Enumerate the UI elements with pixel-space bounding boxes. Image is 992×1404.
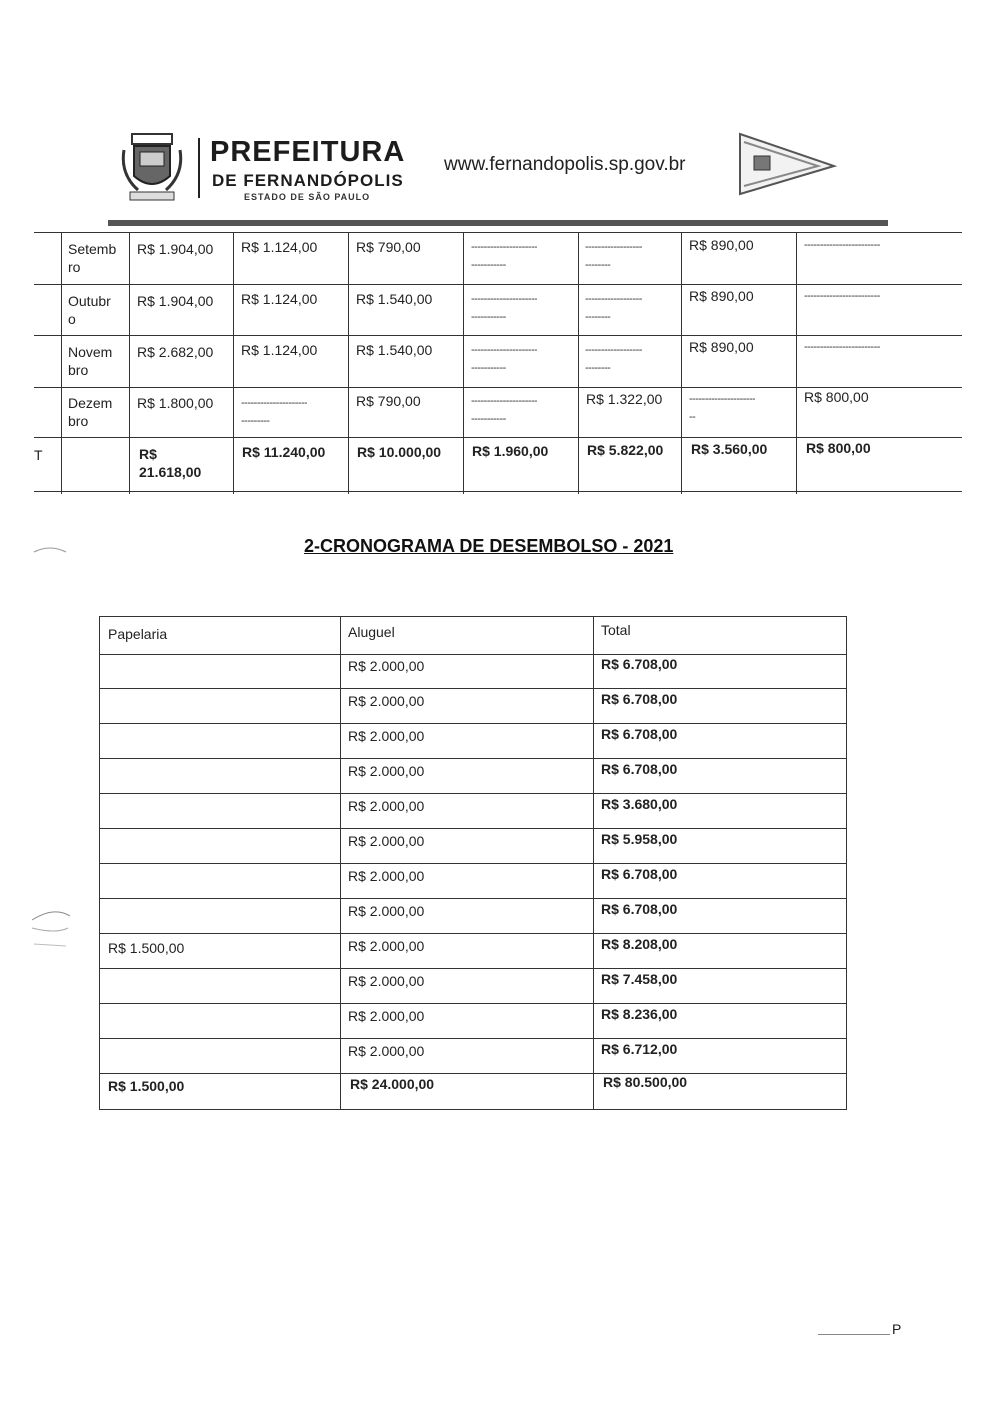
dash-cell: --------------------- ----------- [471,344,538,374]
coat-of-arms-icon [118,130,186,206]
table-cell: R$ 6.708,00 [601,901,678,917]
table-cell: R$ 6.708,00 [601,761,678,777]
dash-cell: --------------------- --------- [241,397,308,427]
dash-cell: ------------------------ [804,341,880,353]
month-cell: Novem bro [68,344,113,378]
table-cell: R$ 2.000,00 [348,693,425,709]
brand-subtitle: DE FERNANDÓPOLIS [212,171,404,190]
total-cell: R$ 800,00 [806,440,871,456]
column-header: Papelaria [108,626,168,642]
section-title: 2-CRONOGRAMA DE DESEMBOLSO - 2021 [304,536,674,556]
total-cell: R$ 24.000,00 [350,1076,435,1092]
table-cell: R$ 2.000,00 [348,763,425,779]
dash-cell: ------------------ -------- [585,241,642,271]
total-cell: R$ 1.500,00 [108,1078,185,1094]
table-cell: R$ 7.458,00 [601,971,678,987]
table-cell: R$ 2.000,00 [348,658,425,674]
table-cell: R$ 6.712,00 [601,1041,678,1057]
table-cell: R$ 6.708,00 [601,866,678,882]
month-cell: Setemb ro [68,241,117,275]
total-cell: R$ 11.240,00 [242,444,326,460]
header-rule [108,220,888,226]
total-label: T [34,447,43,463]
dash-cell: ------------------ -------- [585,344,642,374]
dash-cell: --------------------- ----------- [471,293,538,323]
scan-mark [26,906,76,950]
value-cell: R$ 1.124,00 [241,239,318,255]
column-header: Total [601,622,631,638]
month-cell: Outubr o [68,293,111,327]
dash-cell: --------------------- ----------- [471,241,538,271]
value-cell: R$ 2.682,00 [137,344,214,360]
total-cell: R$ 21.618,00 [139,446,202,480]
table-cell: R$ 2.000,00 [348,728,425,744]
dash-cell: --------------------- -- [689,393,756,423]
value-cell: R$ 890,00 [689,288,754,304]
dash-cell: ------------------------ [804,290,880,302]
dash-cell: ------------------ -------- [585,293,642,323]
table-cell: R$ 6.708,00 [601,691,678,707]
website-url: www.fernandopolis.sp.gov.br [444,154,686,175]
column-header: Aluguel [348,624,395,640]
table-cell: R$ 2.000,00 [348,973,425,989]
table-cell: R$ 8.236,00 [601,1006,678,1022]
table-cell: R$ 3.680,00 [601,796,678,812]
page-initial: P [892,1321,902,1337]
table-cell: R$ 6.708,00 [601,726,678,742]
value-cell: R$ 1.800,00 [137,395,214,411]
value-cell: R$ 1.540,00 [356,291,433,307]
table-cell: R$ 8.208,00 [601,936,678,952]
total-cell: R$ 3.560,00 [691,441,768,457]
disbursement-schedule-table [99,616,847,1110]
value-cell: R$ 1.124,00 [241,291,318,307]
table-cell: R$ 5.958,00 [601,831,678,847]
table-cell: R$ 2.000,00 [348,938,425,954]
value-cell: R$ 1.540,00 [356,342,433,358]
dash-cell: ------------------------ [804,239,880,251]
value-cell: R$ 1.322,00 [586,391,663,407]
total-cell: R$ 5.822,00 [587,442,664,458]
letterhead [108,128,898,228]
signature-line [818,1334,890,1335]
total-cell: R$ 1.960,00 [472,443,549,459]
brand-state: ESTADO DE SÃO PAULO [244,192,371,202]
value-cell: R$ 1.904,00 [137,293,214,309]
table-cell: R$ 6.708,00 [601,656,678,672]
value-cell: R$ 1.124,00 [241,342,318,358]
table-cell: R$ 2.000,00 [348,1008,425,1024]
table-cell: R$ 1.500,00 [108,940,185,956]
brand-title: PREFEITURA [210,136,406,168]
value-cell: R$ 790,00 [356,393,421,409]
monthly-expenses-table [34,232,962,494]
flag-icon [730,128,840,200]
total-cell: R$ 80.500,00 [603,1074,688,1090]
table-cell: R$ 2.000,00 [348,1043,425,1059]
value-cell: R$ 890,00 [689,339,754,355]
value-cell: R$ 1.904,00 [137,241,214,257]
header-separator [198,138,200,198]
table-cell: R$ 2.000,00 [348,798,425,814]
table-cell: R$ 2.000,00 [348,903,425,919]
dash-cell: --------------------- ----------- [471,395,538,425]
total-cell: R$ 10.000,00 [357,444,442,460]
table-cell: R$ 2.000,00 [348,868,425,884]
value-cell: R$ 800,00 [804,389,869,405]
table-cell: R$ 2.000,00 [348,833,425,849]
scan-mark [30,540,70,560]
value-cell: R$ 790,00 [356,239,421,255]
month-cell: Dezem bro [68,395,113,429]
value-cell: R$ 890,00 [689,237,754,253]
